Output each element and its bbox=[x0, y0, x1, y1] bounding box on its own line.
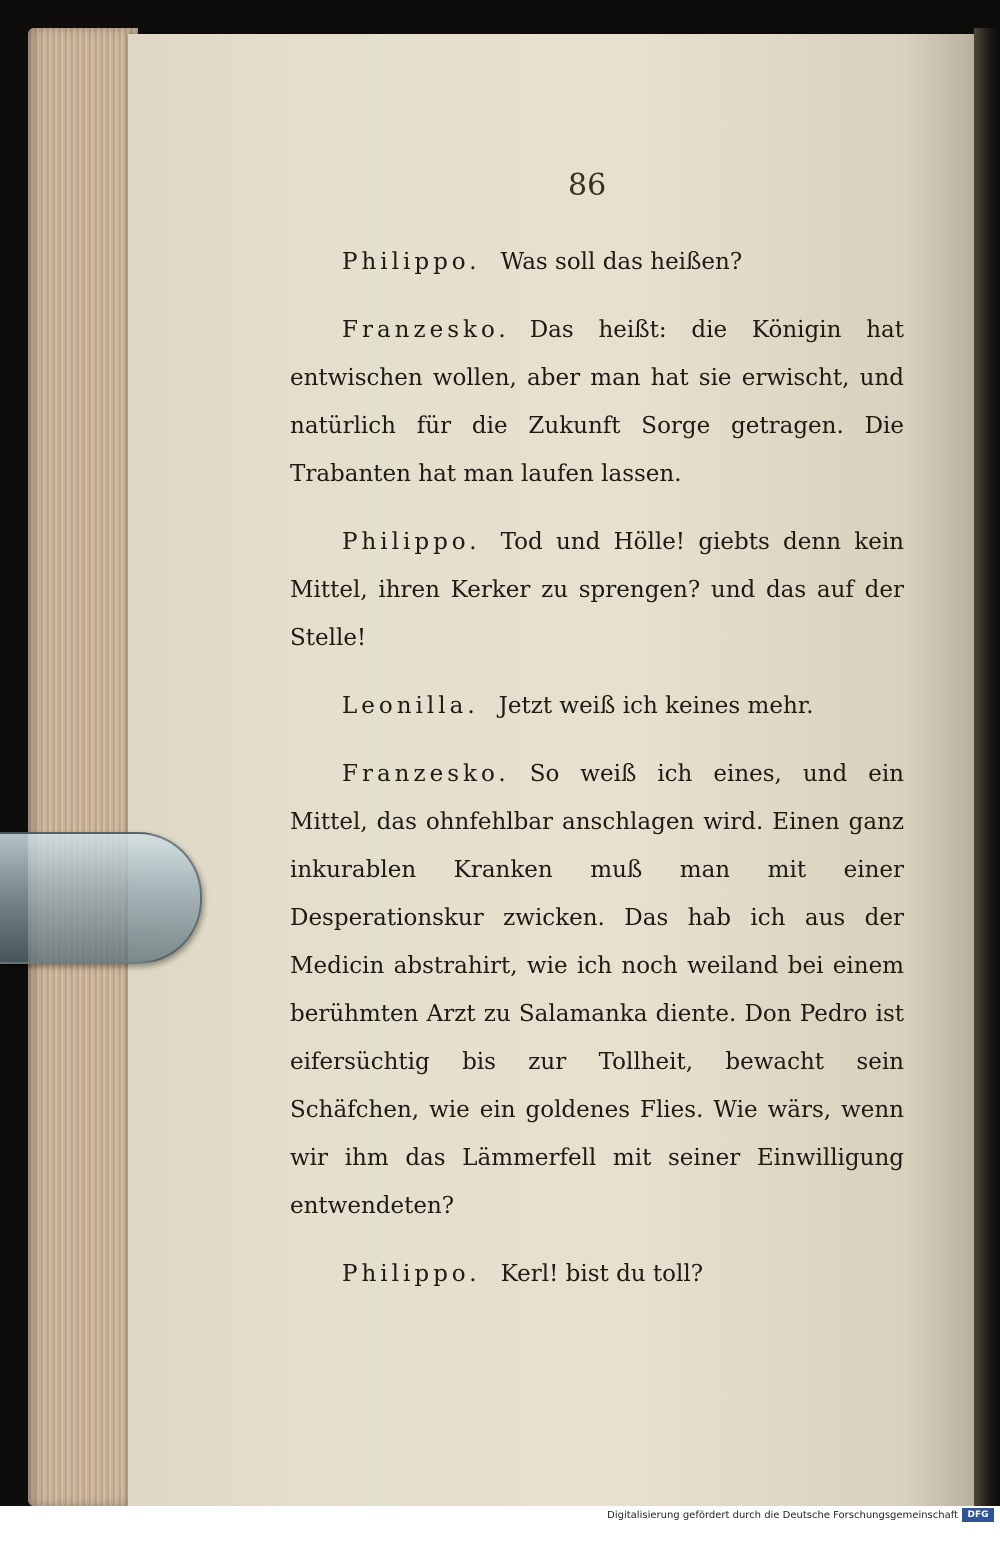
speech-text: Das heißt: die Königin hat entwischen wollen, aber man hat sie erwischt, und natürlich für die Zukunft Sorge getragen. Die Trabanten hat man laufen lassen. bbox=[290, 317, 904, 487]
speech-6 bbox=[290, 1250, 904, 1298]
speech-text: Kerl! bist du toll? bbox=[500, 1261, 704, 1287]
page-number: 86 bbox=[568, 168, 607, 203]
speech-2 bbox=[290, 306, 904, 498]
speech-text: Tod und Hölle! giebts denn kein Mittel, ihren Kerker zu sprengen? und das auf der Stelle! bbox=[290, 529, 904, 651]
dfg-logo: DFG bbox=[962, 1508, 994, 1522]
speaker-name: Leonilla. bbox=[342, 693, 479, 719]
speaker-name: Philippo. bbox=[342, 1261, 481, 1287]
speech-5 bbox=[290, 750, 904, 1230]
speaker-name: Philippo. bbox=[342, 529, 481, 555]
speech-text: So weiß ich eines, und ein Mittel, das ohnfehlbar anschlagen wird. Einen ganz inkurablen Kranken muß man mit einer Desperationskur zwicken. Das hab ich aus der Medicin abstrahirt, wie ich noch weiland bei einem berühmten Arzt zu Salamanka diente. Don Pedro ist eifersüchtig bis zur Tollheit, bewacht sein Schäfchen, wie ein goldenes Flies. Wie wärs, wenn wir ihm das Lämmerfell mit seiner Einwilligung entwendeten? bbox=[290, 761, 904, 1219]
dialogue-text bbox=[290, 238, 904, 1318]
funding-credit: Digitalisierung gefördert durch die Deutsche Forschungsgemeinschaft bbox=[607, 1510, 958, 1521]
glass-ruler bbox=[0, 832, 202, 964]
page-edges bbox=[28, 28, 138, 1506]
speech-1 bbox=[290, 238, 904, 286]
speaker-name: Philippo. bbox=[342, 249, 481, 275]
speaker-name: Franzesko. bbox=[342, 761, 510, 787]
speech-3 bbox=[290, 518, 904, 662]
speech-text: Was soll das heißen? bbox=[500, 249, 743, 275]
speaker-name: Franzesko. bbox=[342, 317, 510, 343]
speech-4 bbox=[290, 682, 904, 730]
book-gutter bbox=[974, 28, 1000, 1506]
speech-text: Jetzt weiß ich keines mehr. bbox=[498, 693, 814, 719]
